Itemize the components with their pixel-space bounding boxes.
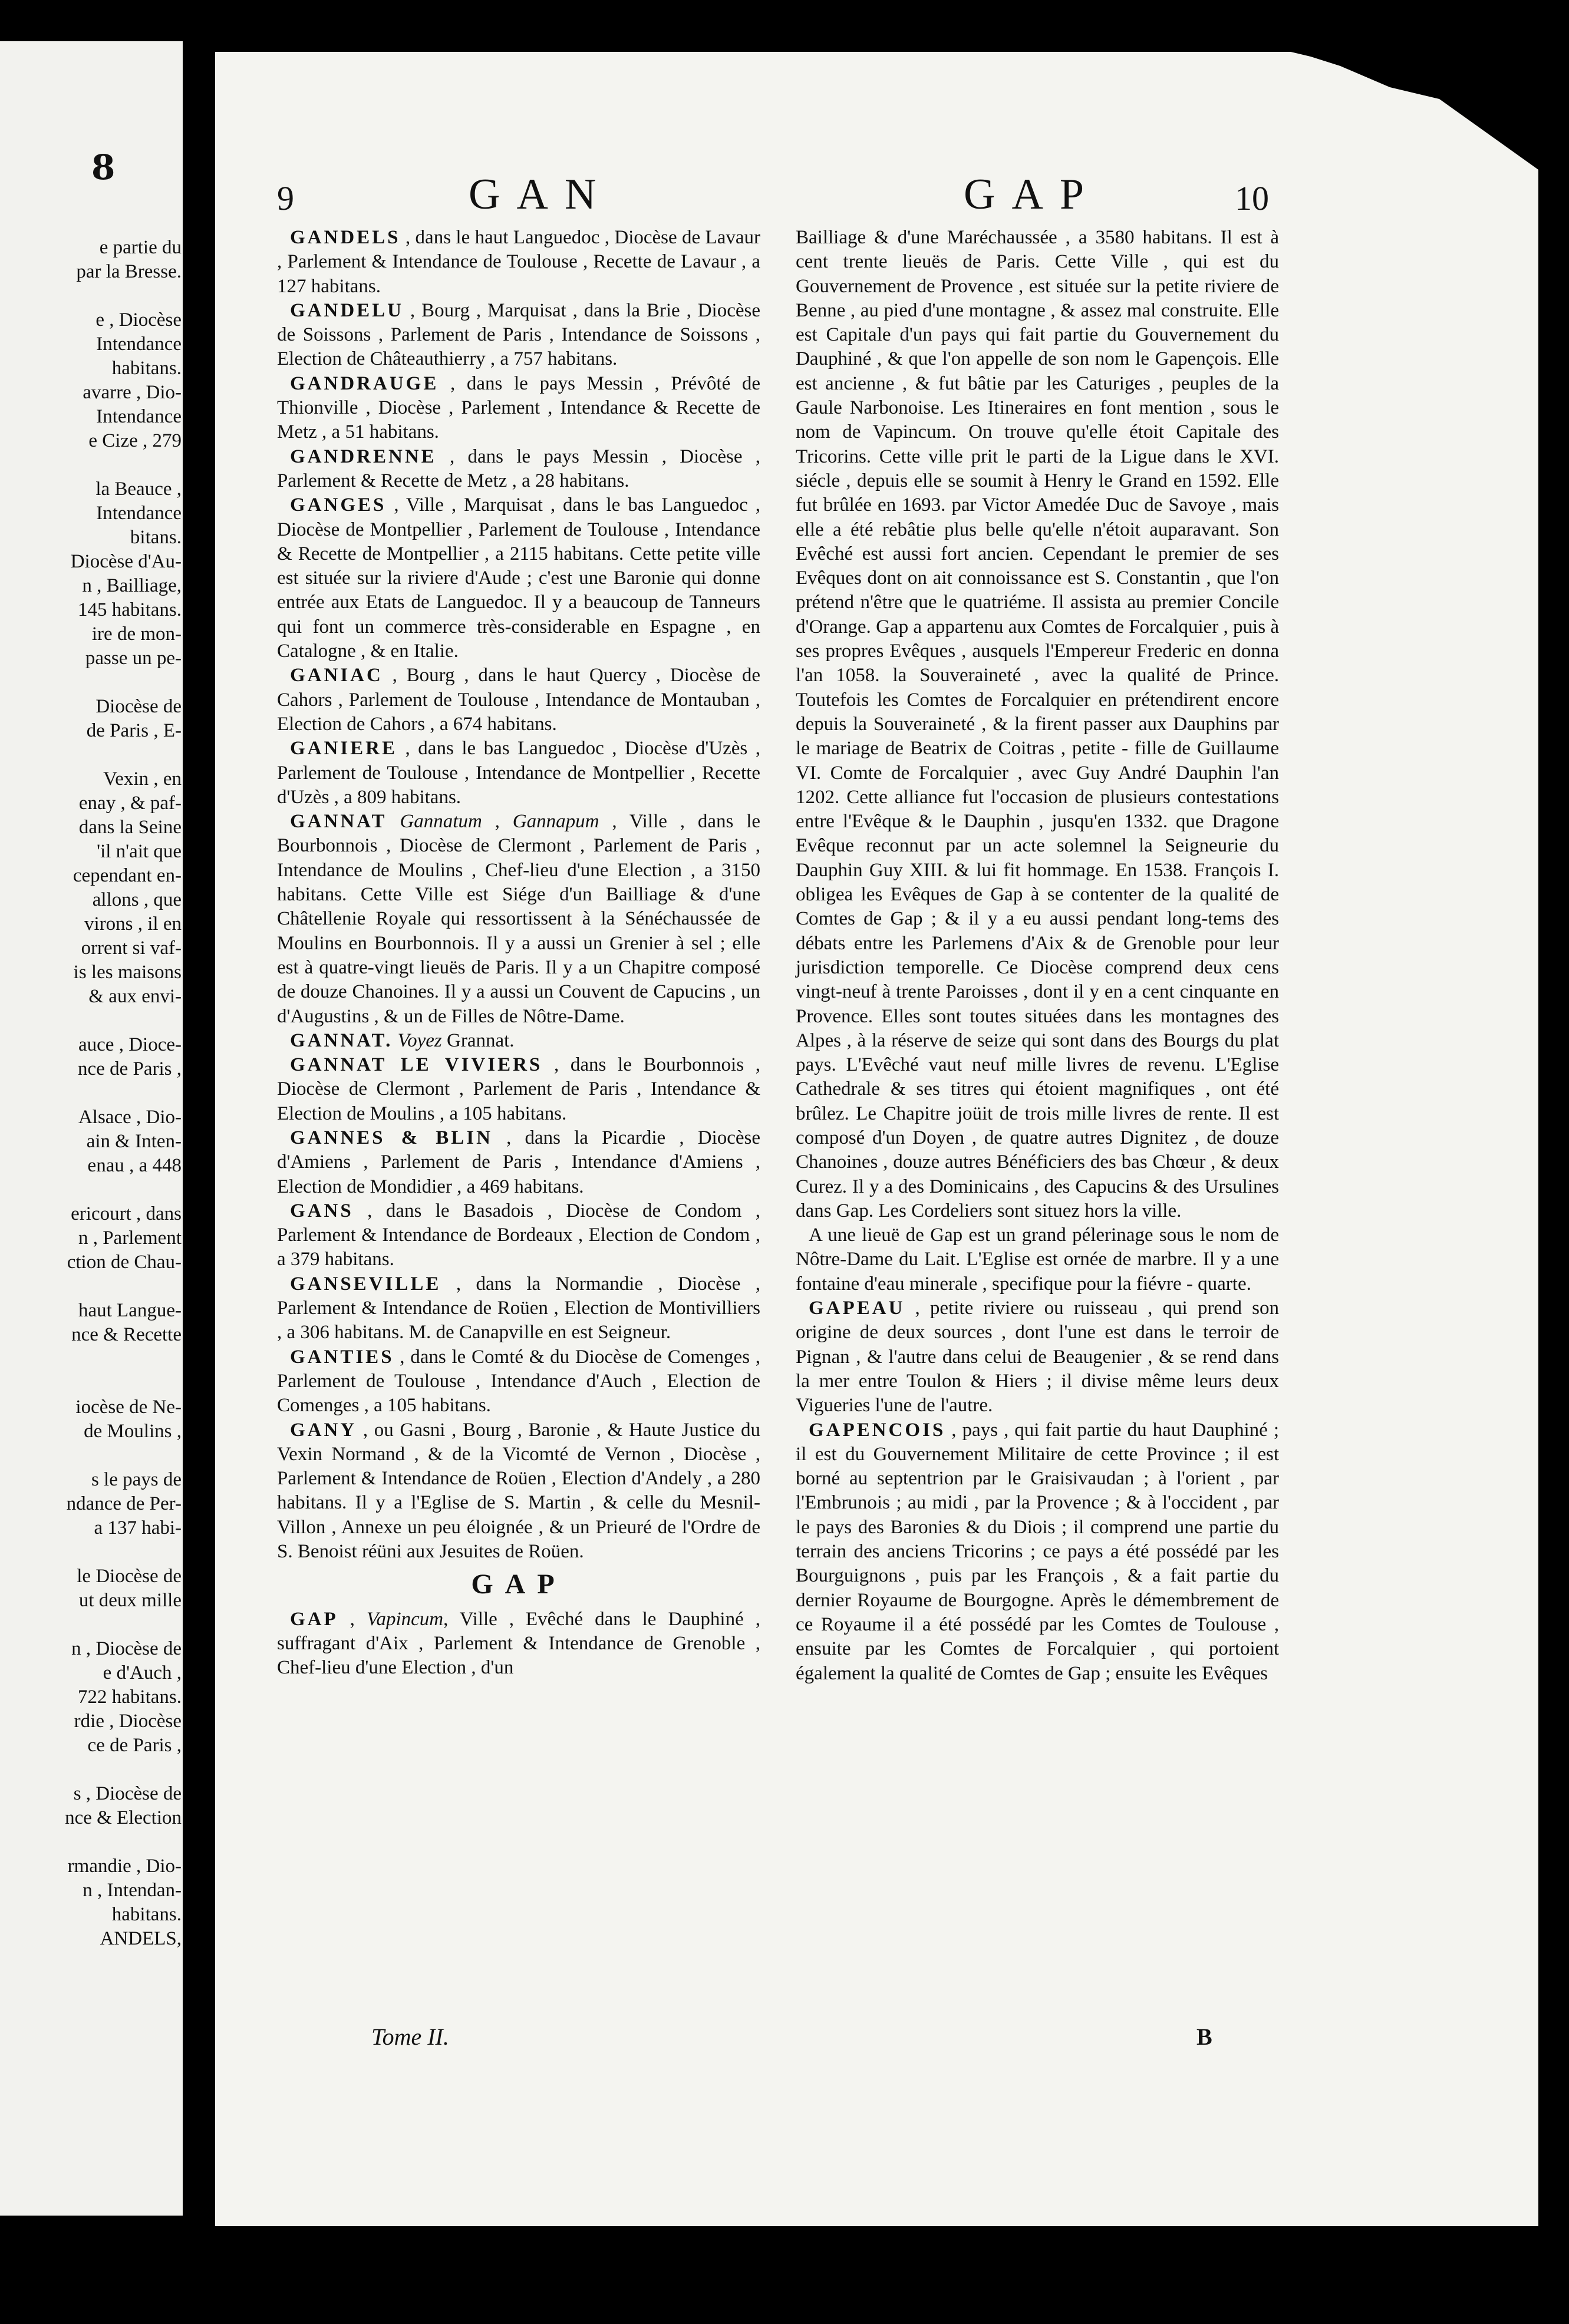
fragment-line: Intendance	[96, 406, 182, 427]
fragment-line: nce & Recette	[71, 1324, 182, 1345]
entry-text: , petite riviere ou ruisseau , qui prend son origine de deux sources , dont l'une est dans le terroir de Pignan , & l'autre dans celui de Beaugenier , & se rend dans la mer entre Toulon & Hiers ; il divise même leurs deux Vigueries l'une de l'autre.	[796, 1298, 1279, 1417]
entry-text: A une lieuë de Gap est un grand pélerinage sous le nom de Nôtre-Dame du Lait. L'Eglise est ornée de marbre. Il y a une fontaine d'eau minerale , specifique pour la fiévre - quarte.	[796, 1224, 1279, 1295]
fragment-line: e partie du	[99, 237, 182, 258]
entry-headword: GANSEVILLE	[290, 1273, 441, 1295]
fragment-line	[5, 1613, 182, 1637]
fragment-line: Intendance	[96, 334, 182, 355]
fragment-line: n , Parlement	[78, 1227, 182, 1249]
fragment-line	[5, 1347, 182, 1371]
entry-headword: GANIAC	[290, 665, 383, 686]
entry-italic: Gannatum , Gannapum	[400, 811, 599, 833]
volume-footer: Tome II.	[371, 2023, 449, 2050]
entry-text: , Ville , Marquisat , dans le bas Languedoc , Diocèse de Montpellier , Parlement de Toulouse , Intendance & Recette de Montpellier , a 2115 habitans. Cette petite ville est située sur la riviere d'Aude ; c'est une Baronie qui donne entrée aux Etats de Languedoc. Il y a beaucoup de Tanneurs qui font un commerce très-considerable en Espagne , en Catalogne , & en Italie.	[277, 494, 760, 662]
fragment-line: s , Diocèse de	[73, 1783, 182, 1804]
entry-text: , Bourg , dans le haut Quercy , Diocèse de Cahors , Parlement de Toulouse , Intendance de Montauban , Election de Cahors , a 674 habitans.	[277, 665, 761, 735]
entry-text: , dans le bas Languedoc , Diocèse d'Uzès , Parlement de Toulouse , Intendance de Montpellier , Recette d'Uzès , a 809 habitans.	[277, 738, 760, 808]
fragment-line: haut Langue-	[78, 1300, 182, 1321]
dictionary-entry	[277, 1029, 760, 1053]
entry-text: , Ville , dans le Bourbonnois , Diocèse de Clermont , Parlement de Paris , Intendance de Moulins , Chef-lieu d'une Election , a 3150 habitans. Cette Ville est Siége d'un Bailliage & d'une Châtellenie Royale qui ressortissent à la Sénéchaussée de Moulins en Bourbonnois. Il y a aussi un Grenier à sel ; elle est à quatre-vingt lieuës de Paris. Il y a un Chapitre composé de douze Chanoines. Il y a aussi un Couvent de Capucins , un d'Augustins , & un de Filles de Nôtre-Dame.	[277, 811, 761, 1027]
entry-headword: GANS	[290, 1200, 354, 1222]
fragment-line: n , Intendan-	[83, 1880, 182, 1901]
entry-text: , dans le Bourbonnois , Diocèse de Clermont , Parlement de Paris , Intendance & Election de Moulins , a 105 habitans.	[277, 1054, 760, 1124]
entry-text: , dans la Normandie , Diocèse , Parlement & Intendance de Roüen , Election de Montivilliers , a 306 habitans. M. de Canapville en est Seigneur.	[277, 1273, 760, 1343]
entry-text: , dans le Comté & du Diocèse de Comenges , Parlement de Toulouse , Intendance d'Auch , Election de Comenges , a 105 habitans.	[277, 1346, 761, 1417]
fragment-line: a 137 habi-	[94, 1517, 182, 1539]
dictionary-entry	[277, 1345, 760, 1418]
fragment-line: nce & Election	[65, 1807, 182, 1828]
entry-headword: GANGES	[290, 494, 387, 516]
fragment-line	[5, 743, 182, 767]
fragment-line: ANDELS,	[100, 1928, 182, 1949]
fragment-line	[5, 1540, 182, 1564]
dictionary-entry	[796, 1418, 1279, 1686]
left-page-text-fragments	[5, 236, 182, 1951]
torn-corner	[1291, 52, 1538, 170]
entry-text: Grannat.	[447, 1029, 515, 1051]
entry-headword: GANNAT LE VIVIERS	[290, 1054, 543, 1076]
entry-headword: GANDRAUGE	[290, 372, 439, 394]
entry-headword: GANDELS	[290, 227, 401, 248]
dictionary-entry	[277, 1272, 760, 1345]
fragment-line: ndance de Per-	[66, 1493, 182, 1514]
entry-text: , ou Gasni , Bourg , Baronie , & Haute Justice du Vexin Normand , & de la Vicomté de Vernon , Diocèse , Parlement & Intendance de Roüen , Election d'Andely , a 280 habitans. Il y a l'Eglise de S. Martin , & celle du Mesnil-Villon , Annexe un peu éloignée , & un Prieuré de l'Ordre de S. Benoist réüni aux Jesuites de Roüen.	[277, 1419, 760, 1563]
gap-entry: GAP , Vapincum, Ville , Evêché dans le Dauphiné , suffragant d'Aix , Parlement & Intendance de Grenoble , Chef-lieu d'une Election , d'un	[277, 1608, 760, 1679]
fragment-line	[5, 284, 182, 308]
fragment-line	[5, 1371, 182, 1395]
fragment-line	[5, 1081, 182, 1105]
dictionary-entry	[277, 493, 760, 663]
fragment-line	[5, 1178, 182, 1202]
fragment-line: enay , & paf-	[78, 793, 182, 814]
entry-text: , pays , qui fait partie du haut Dauphiné ; il est du Gouvernement Militaire de cette Province ; il est borné au septentrion par le Graisivaudan ; à l'orient , par l'Embrunois ; au midi , par la Provence ; & à l'occident , par le pays des Baronies & du Diois ; il comprend une partie du terrain des anciens Tricorins ; ce pays a été possédé par les Bourguignons , puis par les François , & a fait partie du dernier Royaume de Bourgogne. Après le démembrement de ce Royaume il a été possédé par les Comtes de Toulouse , ensuite par les Comtes de Forcalquier , qui portoient également la qualité de Comtes de Gap ; ensuite les Evêques	[796, 1419, 1280, 1684]
dictionary-entry	[277, 663, 760, 737]
fragment-line: passe un pe-	[85, 648, 182, 669]
entry-text: , dans le Basadois , Diocèse de Condom , Parlement & Intendance de Bordeaux , Election de Condom , a 379 habitans.	[277, 1200, 761, 1270]
running-head-right: GAP	[964, 170, 1101, 219]
entry-text: Bailliage & d'une Maréchaussée , a 3580 habitans. Il est à cent trente lieuës de Paris. Cette Ville , qui est du Gouvernement de Provence , est située sur la petite riviere de Benne , au pied d'une montagne , & assez mal construite. Elle est Capitale d'un pays qui fait partie du Gouvernement du Dauphiné , & que l'on appelle de son nom le Gapençois. Elle est ancienne , & fut bâtie par les Caturiges , peuples de la Gaule Narbonoise. Les Itineraires en font mention , sous le nom de Vapincum. On trouve qu'elle étoit Capitale des Tricorins. Cette ville prit le parti de la Ligue dans le XVI. siécle , depuis elle se soumit à Henry le Grand en 1592. Elle fut brûlée en 1693. par Victor Amedée Duc de Savoye , mais elle a été rebâtie plus belle qu'elle n'étoit auparavant. Son Evêché est aussi fort ancien. Cependant le premier de ses Evêques dont on ait connoissance est S. Constantin , que l'on prétend n'être que le quatriéme. Il assista au premier Concile d'Orange. Gap a appartenu aux Comtes de Forcalquier , puis à ses propres Evêques , ausquels l'Empereur Frederic en donna l'an 1058. la Souveraineté , avec la qualité de Prince. Toutefois les Comtes de Forcalquier en prétendirent encore depuis la Souveraineté , & la firent passer aux Dauphins par le mariage de Beatrix de Coitras , petite - fille de Guillaume VI. Comte de Forcalquier , avec Guy André Dauphin l'an 1202. Cette alliance fut l'occasion de plusieurs contestations entre l'Evêque & le Dauphin , jusqu'en 1332. que Dragone Evêque reconnut par un acte solemnel la Seigneurie du Dauphin Guy XIII. & lui fit hommage. En 1538. François I. obligea les Evêques de Gap à se contenter de la qualité de Comtes de Gap ; & il y a eu aussi pendant long-tems des débats entre les Parlemens d'Aix & de Grenoble pour leur jurisdiction temporelle. Ce Diocèse comprend deux cens vingt-neuf à trente Paroisses , dont il y en a cent cinquante en Provence. Elles sont toutes situées dans les montagnes des Alpes , à la réserve de seize qui sont dans des Bourgs du plat pays. L'Evêché vaut neuf mille livres de revenu. L'Eglise Cathedrale & ses titres qui étoient magnifiques , ont été brûlez. Le Chapitre joüit de trois mille livres de rente. Il est composé d'un Doyen , de quatre autres Dignitez , de douze Chanoines , douze autres Bénéficiers des bas Chœur , & deux Curez. Il y a des Dominicains , des Capucins & des Ursulines dans Gap. Les Cordeliers sont situez hors la ville.	[796, 227, 1279, 1222]
entry-headword: GANDRENNE	[290, 445, 437, 467]
fragment-line: Diocèse d'Au-	[70, 551, 182, 572]
fragment-line: rmandie , Dio-	[67, 1856, 182, 1877]
left-page-fragment	[0, 41, 183, 2216]
fragment-line: ericourt , dans	[71, 1203, 182, 1224]
fragment-line: cependant en-	[72, 865, 182, 886]
fragment-line: habitans.	[111, 1904, 182, 1925]
fragment-line: 'il n'ait que	[97, 841, 182, 862]
fragment-line: e , Diocèse	[95, 309, 182, 331]
fragment-line: auce , Dioce-	[78, 1034, 182, 1055]
entry-text: , dans le haut Languedoc , Diocèse de Lavaur , Parlement & Intendance de Toulouse , Recette de Lavaur , a 127 habitans.	[277, 227, 760, 297]
fragment-line: par la Bresse.	[76, 261, 182, 282]
fragment-line: virons , il en	[84, 913, 182, 935]
fragment-line: dans la Seine	[78, 817, 182, 838]
fragment-line: de Moulins ,	[84, 1421, 182, 1442]
entry-headword: GANTIES	[290, 1346, 394, 1368]
fragment-line: ce de Paris ,	[87, 1735, 182, 1756]
dictionary-entry	[277, 737, 760, 810]
page-number-left: 9	[277, 179, 294, 217]
fragment-line: is les maisons	[73, 962, 182, 983]
fragment-line: 722 habitans.	[78, 1686, 182, 1708]
main-page	[215, 52, 1538, 2226]
page-number-right: 10	[1235, 179, 1269, 217]
entry-text: , dans le pays Messin , Prévôté de Thionville , Diocèse , Parlement , Intendance & Recette de Metz , a 51 habitans.	[277, 372, 761, 443]
dictionary-entry	[277, 1126, 760, 1199]
fragment-line: nce de Paris ,	[78, 1058, 182, 1080]
entry-headword: GANNAT	[290, 811, 387, 833]
fragment-line: ain & Inten-	[86, 1131, 182, 1152]
entry-headword: GANY	[290, 1419, 357, 1441]
dictionary-entry	[277, 1199, 760, 1272]
fragment-line	[5, 1444, 182, 1468]
fragment-line	[5, 1009, 182, 1033]
fragment-line: e Cize , 279	[88, 430, 182, 451]
entry-text: , dans le pays Messin , Diocèse , Parlement & Recette de Metz , a 28 habitans.	[277, 445, 761, 491]
entry-headword: GANNAT.	[290, 1029, 393, 1051]
dictionary-entry	[277, 810, 760, 1029]
fragment-line: Intendance	[96, 503, 182, 524]
dictionary-entry	[796, 1223, 1279, 1296]
dictionary-entry	[277, 226, 760, 299]
section-title: GAP	[471, 1569, 566, 1600]
fragment-line	[5, 1758, 182, 1782]
left-page-number: 8	[91, 147, 116, 187]
fragment-line: ction de Chau-	[67, 1252, 182, 1273]
dictionary-entry	[277, 1053, 760, 1126]
fragment-line: & aux envi-	[88, 986, 182, 1007]
fragment-line: allons , que	[92, 889, 182, 910]
fragment-line: le Diocèse de	[77, 1566, 182, 1587]
fragment-line: Diocèse de	[95, 696, 182, 717]
left-column	[277, 226, 760, 1681]
dictionary-entry	[796, 226, 1279, 1223]
entry-headword: GANDELU	[290, 299, 404, 321]
entry-headword: GAPEAU	[809, 1298, 905, 1319]
fragment-line: n , Diocèse de	[71, 1638, 182, 1659]
fragment-line: la Beauce ,	[95, 478, 182, 500]
fragment-line: s le pays de	[91, 1469, 182, 1490]
fragment-line	[5, 671, 182, 695]
fragment-line: bitans.	[130, 527, 182, 548]
fragment-line	[5, 453, 182, 477]
fragment-line: ire de mon-	[91, 623, 182, 645]
entry-italic: Voyez	[397, 1029, 442, 1051]
entry-text: , dans la Picardie , Diocèse d'Amiens , Parlement de Paris , Intendance d'Amiens , Election de Mondidier , a 469 habitans.	[277, 1127, 760, 1197]
fragment-line	[5, 1275, 182, 1299]
fragment-line: 145 habitans.	[78, 599, 182, 620]
right-column	[796, 226, 1279, 1686]
fragment-line	[5, 1830, 182, 1854]
running-head-left: GAN	[469, 170, 613, 219]
fragment-line: habitans.	[111, 358, 182, 379]
dictionary-entry	[277, 372, 760, 445]
fragment-line: avarre , Dio-	[83, 382, 182, 403]
fragment-line: iocèse de Ne-	[75, 1397, 182, 1418]
fragment-line: de Paris , E-	[86, 720, 182, 741]
entry-text: , Bourg , Marquisat , dans la Brie , Diocèse de Soissons , Parlement de Paris , Intendance de Soissons , Election de Châteauthierry , a 757 habitans.	[277, 299, 760, 370]
fragment-line: e d'Auch ,	[103, 1662, 182, 1683]
fragment-line: Vexin , en	[103, 768, 182, 790]
dictionary-entry	[277, 1418, 760, 1564]
fragment-line: ut deux mille	[78, 1590, 182, 1611]
entry-headword: GAPENCOIS	[809, 1419, 946, 1441]
dictionary-entry	[796, 1296, 1279, 1418]
dictionary-entry	[277, 445, 760, 494]
fragment-line: orrent si vaf-	[81, 937, 182, 959]
fragment-line: Alsace , Dio-	[78, 1107, 182, 1128]
dictionary-entry	[277, 299, 760, 372]
entry-headword: GANNES & BLIN	[290, 1127, 493, 1148]
fragment-line: n , Bailliage,	[82, 575, 182, 596]
fragment-line: rdie , Diocèse	[74, 1711, 182, 1732]
signature-mark: B	[1196, 2023, 1212, 2050]
entry-headword: GANIERE	[290, 738, 398, 760]
fragment-line: enau , a 448	[87, 1155, 182, 1176]
